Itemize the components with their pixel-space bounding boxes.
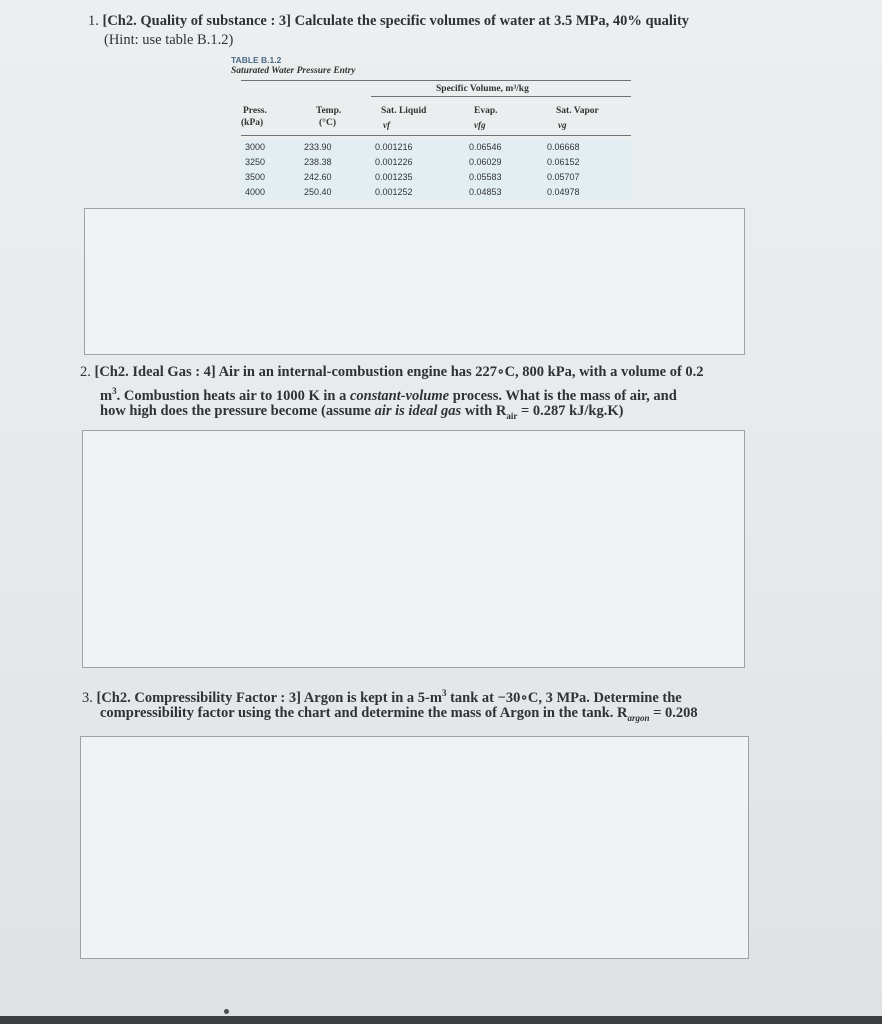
question-3-number: 3.	[82, 689, 93, 706]
pen-mark	[224, 1009, 229, 1014]
col-liquid-symbol: vf	[383, 120, 390, 130]
col-temp-unit: (°C)	[319, 118, 336, 128]
table-caption-title: Saturated Water Pressure Entry	[231, 66, 356, 76]
screen-bottom-edge	[0, 1016, 882, 1024]
cell-r1-c2: 0.001226	[375, 157, 413, 167]
col-evap-symbol: vfg	[474, 120, 486, 130]
cell-r1-c0: 3250	[245, 157, 266, 167]
answer-box-1[interactable]	[84, 208, 745, 355]
cell-r2-c3: 0.05583	[469, 172, 502, 182]
cell-r3-c4: 0.04978	[547, 187, 580, 197]
col-evap: Evap.	[474, 106, 498, 116]
group-header: Specific Volume, m³/kg	[436, 84, 529, 94]
question-2-line1: 2. [Ch2. Ideal Gas : 4] Air in an internal-combustion engine has 227∘C, 800 kPa, with a volume of 0.2	[80, 364, 704, 380]
col-press-unit: (kPa)	[241, 118, 264, 128]
cell-r3-c3: 0.04853	[469, 187, 502, 197]
cell-r3-c0: 4000	[245, 187, 266, 197]
cell-r1-c1: 238.38	[304, 157, 332, 167]
question-1	[88, 12, 689, 31]
answer-box-2[interactable]	[82, 430, 745, 668]
cell-r0-c4: 0.06668	[547, 142, 580, 152]
cell-r0-c2: 0.001216	[375, 142, 413, 152]
col-liquid: Sat. Liquid	[381, 106, 427, 116]
question-1-number: 1.	[88, 13, 99, 29]
cell-r2-c0: 3500	[245, 172, 266, 182]
header-rule	[241, 135, 631, 136]
cell-r1-c3: 0.06029	[469, 157, 502, 167]
question-1-hint: (Hint: use table B.1.2)	[104, 32, 234, 48]
cell-r2-c1: 242.60	[304, 172, 332, 182]
cell-r1-c4: 0.06152	[547, 157, 580, 167]
col-vapor: Sat. Vapor	[556, 106, 599, 116]
cell-r2-c2: 0.001235	[375, 172, 413, 182]
table-top-rule	[241, 80, 631, 81]
cell-r2-c4: 0.05707	[547, 172, 580, 182]
steam-table	[231, 55, 631, 205]
question-2-number: 2.	[80, 364, 91, 380]
cell-r3-c2: 0.001252	[375, 187, 413, 197]
question-1-text-line1: [Ch2. Quality of substance : 3] Calculate the specific volumes of water at 3.5 MPa, 40% quality	[102, 13, 690, 29]
cell-r0-c3: 0.06546	[469, 142, 502, 152]
question-3-line2: compressibility factor using the chart and determine the mass of Argon in the tank. $R_{argon} = 0.208$	[100, 705, 698, 723]
question-3-line1: 3. [Ch2. Compressibility Factor : 3] Argon is kept in a $5-m^3$ tank at −30∘C, 3 MPa. Determine the	[82, 688, 682, 706]
cell-r0-c1: 233.90	[304, 142, 332, 152]
table-caption-id: TABLE B.1.2	[231, 55, 282, 65]
col-press: Press.	[243, 106, 267, 116]
group-rule	[371, 96, 631, 97]
question-2-line3: how high does the pressure become (assume air is ideal gas with $R_{air} = 0.287$ kJ/kg.K)	[100, 403, 624, 421]
cell-r0-c0: 3000	[245, 142, 266, 152]
question-2-line2: $m^3$. Combustion heats air to 1000 K in a constant-volume process. What is the mass of air, and	[100, 386, 677, 404]
col-temp: Temp.	[316, 106, 342, 116]
answer-box-3[interactable]	[80, 736, 749, 959]
col-vapor-symbol: vg	[558, 120, 567, 130]
cell-r3-c1: 250.40	[304, 187, 332, 197]
